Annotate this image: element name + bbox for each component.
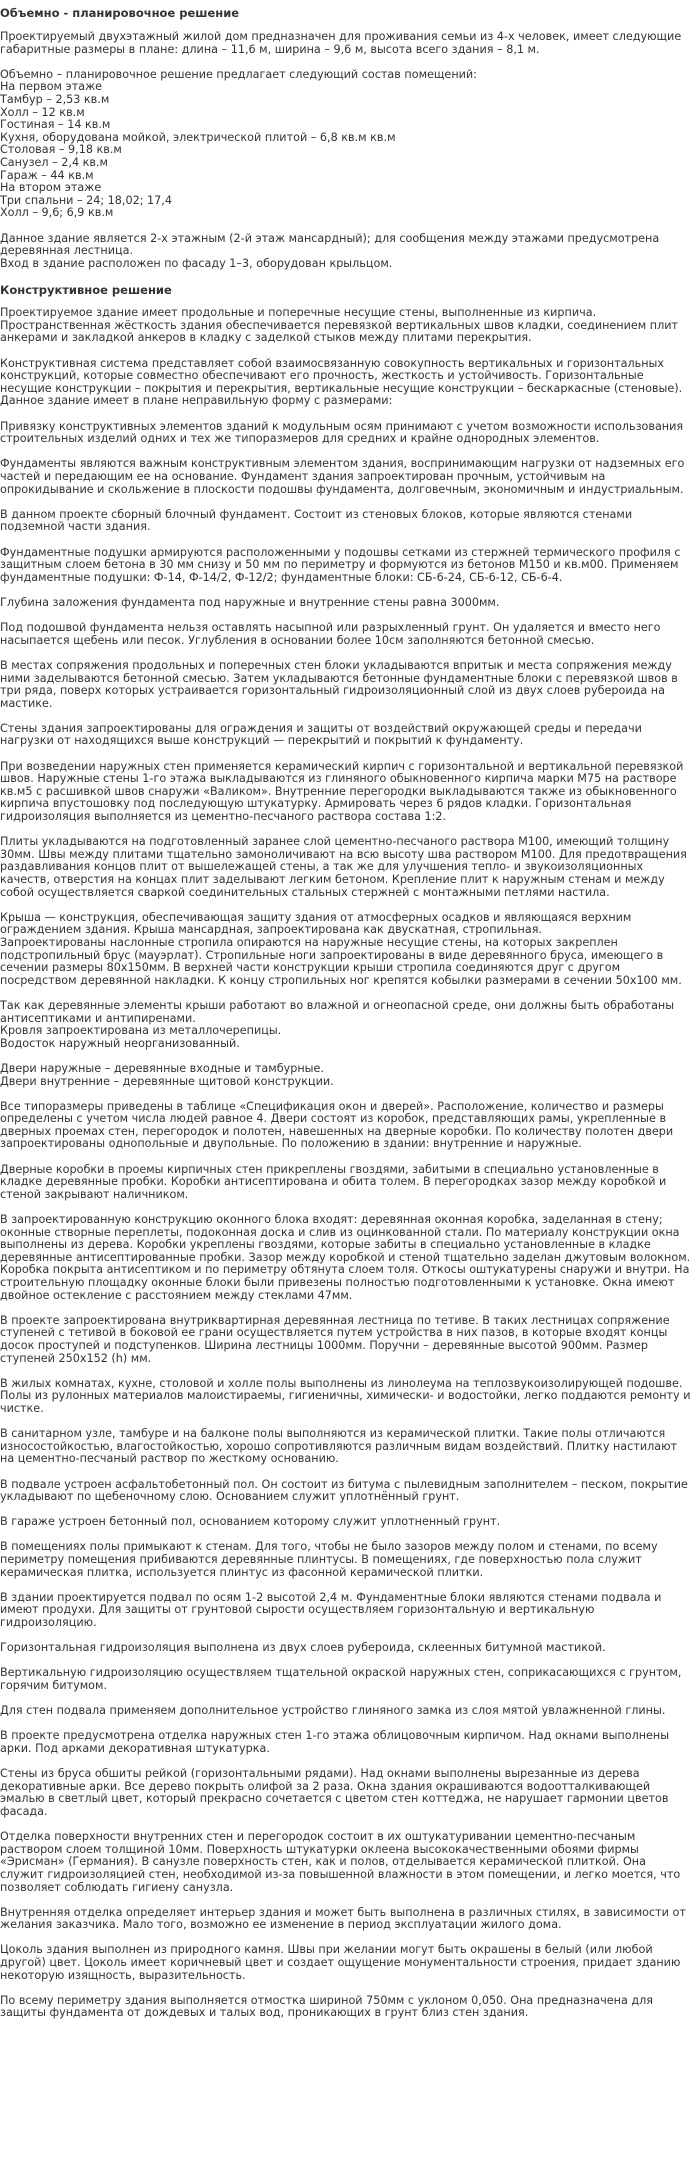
paragraph <box>0 1428 692 1466</box>
paragraph <box>0 660 692 710</box>
text-line: В помещениях полы примыкают к стенам. Для того, чтобы не было зазоров между полом и стенами, по всему периметру помещения прибиваются деревянные плинтусы. В помещениях, где поверхностью пола служит керамическая плитка, используется плинтус из фасонной керамической плитки. <box>0 1540 658 1579</box>
paragraph <box>0 509 692 534</box>
paragraph <box>0 1378 692 1416</box>
paragraph <box>0 1944 692 1982</box>
paragraph <box>0 458 692 496</box>
text-line: Гостиная – 14 кв.м <box>0 118 111 132</box>
paragraph <box>0 1642 692 1655</box>
paragraph <box>0 1101 692 1151</box>
paragraph <box>0 1000 692 1050</box>
paragraph <box>0 1592 692 1630</box>
text-line: Кухня, оборудована мойкой, электрической плитой – 6,8 кв.м кв.м <box>0 130 396 144</box>
text-line: Крыша — конструкция, обеспечивающая защиту здания от атмосферных осадков и являющаяся верхним ограждением здания. Крыша мансардная, запроектирована как двускатная, стропильная. <box>0 910 632 937</box>
paragraph <box>0 31 692 56</box>
paragraph <box>0 421 692 446</box>
paragraph <box>0 1164 692 1202</box>
text-line: Вертикальную гидроизоляцию осуществляем тщательной окраской наружных стен, соприкасающихся с грунтом, горячим битумом. <box>0 1666 682 1692</box>
paragraph <box>0 1730 692 1755</box>
text-line: Цоколь здания выполнен из природного камня. Швы при желании могут быть окрашены в белый (или любой другой) цвет. Цоколь имеет коричневый цвет и создает ощущение монументальности строения, придает зданию некоторую изящность, выразительность. <box>0 1943 681 1982</box>
paragraph <box>0 1995 692 2020</box>
section-title-planning: Объемно - планировочное решение <box>0 6 240 20</box>
text-line: Объемно – планировочное решение предлагает следующий состав помещений: <box>0 67 477 81</box>
text-line: В запроектированную конструкцию оконного блока входят: деревянная оконная коробка, заделанная в стену; оконные створные переплеты, подоконная доска и слив из оцинкованной стали. По материалу конструкции окна выполнены из дерева. Коробки укреплены гвоздями, которые забиты в специально установленные в кладке деревянные антисептированные пробки. Зазор между коробкой и стеной тщательно заделан джутовым волокном. Коробка покрыта антисептиком и по периметру обтянута слоем толя. Откосы оштукатурены снаружи и внутри. На строительную площадку оконные блоки были привезены полностью подготовленными к установке. Окна имеют двойное остекление с расстоянием между стеклами 47мм. <box>0 1213 691 1302</box>
text-line: Данное здание является 2-х этажным (2-й этаж мансардный); для сообщения между этажами предусмотрена деревянная лестница. <box>0 231 660 258</box>
text-line: Проектируемый двухэтажный жилой дом предназначен для проживания семьи из 4-х человек, имеет следующие габаритные размеры в плане: длина – 11,6 м, ширина – 9,6 м, высота всего здания – 8,1 м. <box>0 30 682 56</box>
text-line: Гараж – 44 кв.м <box>0 168 94 182</box>
text-line: Отделка поверхности внутренних стен и перегородок состоит в их оштукатуривании цементно-песчаным раствором слоем толщиной 10мм. Поверхность штукатурки оклеена высококачественными обоями фирмы «Эрисман» (Германия). В санузле поверхность стен, как и полов, отделывается керамической плиткой. Она служит гидроизоляцией стен, необходимой из-за повышенной влажности в этом помещении, и легко моется, что позволяет соблюдать гигиену санузла. <box>0 1830 681 1894</box>
text-line: В данном проекте сборный блочный фундамент. Состоит из стеновых блоков, которые являются стенами подземной части здания. <box>0 507 633 534</box>
text-line: В гараже устроен бетонный пол, основанием которому служит уплотненный грунт. <box>0 1515 501 1529</box>
text-line: Внутренняя отделка определяет интерьер здания и может быть выполнена в различных стилях, в зависимости от желания заказчика. Мало того, возможно ее изменение в период эксплуатации жилого дома. <box>0 1905 686 1932</box>
text-line: На первом этаже <box>0 80 103 94</box>
text-line: Водосток наружный неорганизованный. <box>0 1036 240 1050</box>
text-line: Санузел – 2,4 кв.м <box>0 155 108 169</box>
paragraph <box>0 761 692 824</box>
text-line: В здании проектируется подвал по осям 1-2 высотой 2,4 м. Фундаментные блоки являются стенами подвала и имеют продухи. Для защиты от грунтовой сырости осуществляем горизонтальную и вертикальную гидроизоляцию. <box>0 1590 662 1630</box>
text-line: В подвале устроен асфальтобетонный пол. Он состоит из битума с пылевидным заполнителем – песком, покрытие укладывают по щебеночному слою. Основанием служит уплотнённый грунт. <box>0 1477 688 1504</box>
text-line: Холл – 9,6; 6,9 кв.м <box>0 206 114 220</box>
paragraph <box>0 836 692 899</box>
paragraph <box>0 622 692 647</box>
text-line: Под подошвой фундамента нельзя оставлять насыпной или разрыхленный грунт. Он удаляется и вместо него насыпается щебень или песок. Углубления в основании более 10см заполняются бетонной смесью. <box>0 621 661 647</box>
text-line: Стены здания запроектированы для ограждения и защиты от воздействий окружающей среды и передачи нагрузки от находящихся выше конструкций — перекрытий и покрытий к фундаменту. <box>0 721 642 748</box>
paragraph <box>0 723 692 748</box>
text-line: Данное здание имеет в плане неправильную форму с размерами: <box>0 394 393 408</box>
text-line: Кровля запроектирована из металлочерепицы. <box>0 1024 282 1038</box>
text-line: В жилых комнатах, кухне, столовой и холле полы выполнены из линолеума на теплозвукоизолирующей подошве. Полы из рулонных материалов малоистираемы, гигиеничны, химически- и водостойки, легко поддаются ремонту и чистке. <box>0 1376 691 1415</box>
paragraph <box>0 597 692 610</box>
text-line: Все типоразмеры приведены в таблице «Спецификация окон и дверей». Расположение, количество и размеры определены с учетом числа людей равное 4. Двери состоят из коробок, представляющих рамы, укрепленные в дверных проемах стен, перегородок и полотен, навешенных на дверные коробки. По количеству полотен двери запроектированы однопольные и двупольные. По положению в здании: внутренние и наружные. <box>0 1099 674 1151</box>
text-line: В проекте запроектирована внутриквартирная деревянная лестница по тетиве. В таких лестницах сопряжение ступеней с тетивой в боковой ее грани осуществляется путем устройства в них пазов, в которые входят концы досок проступей и подступенков. Ширина лестницы 1000мм. Поручни – деревянные высотой 900мм. Размер ступеней 250х152 (h) мм. <box>0 1313 670 1365</box>
text-line: Стены из бруса обшиты рейкой (горизонтальными рядами). Над окнами выполнены вырезанные из дерева декоративные арки. Все дерево покрыть олифой за 2 раза. Окна здания окрашиваются водоотталкивающей эмалью в светлый цвет, который прекрасно сочетается с цветом стен коттеджа, не нарушает гармонии цветов фасада. <box>0 1767 669 1818</box>
text-line: Горизонтальная гидроизоляция выполнена из двух слоев рубероида, склеенных битумной мастикой. <box>0 1641 606 1655</box>
text-line: Вход в здание расположен по фасаду 1–3, оборудован крыльцом. <box>0 256 393 270</box>
text-line: Дверные коробки в проемы кирпичных стен прикреплены гвоздями, забитыми в специально установленные в кладке деревянные пробки. Коробки антисептирована и обита толем. В перегородках зазор между коробкой и стеной закрывают наличником. <box>0 1162 667 1201</box>
text-line: В местах сопряжения продольных и поперечных стен блоки укладываются впритык и места сопряжения между ними заделываются бетонной смесью. Затем укладываются бетонные фундаментные блоки с перевязкой швов в три ряда, поверх которых устраивается горизонтальный гидроизоляционный слой из двух слоев рубероида на мастике. <box>0 658 678 710</box>
paragraph <box>0 912 692 988</box>
text-line: На втором этаже <box>0 181 102 195</box>
paragraph <box>0 1063 692 1088</box>
paragraph <box>0 1768 692 1818</box>
text-line: Двери внутренние – деревянные щитовой конструкции. <box>0 1074 334 1088</box>
paragraph <box>0 1541 692 1579</box>
paragraph <box>0 1214 692 1302</box>
text-line: Столовая – 9,18 кв.м <box>0 143 122 157</box>
paragraph <box>0 1315 692 1365</box>
text-line: Плиты укладываются на подготовленный заранее слой цементно-песчаного раствора М100, имеющий толщину 30мм. Швы между плитами тщательно замоноличивают на всю высоту шва раствором М100. Для предотвращения раздавливания концов плит от вышележащей стены, а так же для улучшения тепло- и звукоизоляционных качеств, отверстия на концах плит заделывают легким бетоном. Крепление плит к наружным стенам и между собой осуществляется сваркой соединительных стальных стержней с монтажными петлями настила. <box>0 835 687 899</box>
paragraph <box>0 1479 692 1504</box>
text-line: Запроектированы наслонные стропила опираются на наружные несущие стены, на которых закреплен подстропильный брус (мауэрлат). Стропильные ноги запроектированы в виде деревянного бруса, имеющего в сечении размеры 80х150мм. В верхней части конструкции крыши стропила соединяются друг с другом посредством деревянной накладки. К концу стропильных ног крепятся кобылки размерами в сечении 50х100 мм. <box>0 935 682 987</box>
text-line: Холл – 12 кв.м <box>0 105 85 119</box>
paragraph <box>0 233 692 271</box>
paragraph <box>0 547 692 585</box>
paragraph <box>0 307 692 345</box>
text-line: Проектируемое здание имеет продольные и поперечные несущие стены, выполненные из кирпича. Пространственная жёсткость здания обеспечивается перевязкой вертикальных швов кладки, соединением плит анкерами и закладкой анкеров в кладку с заделкой стыков между плитами перекрытия. <box>0 306 679 345</box>
paragraph <box>0 1667 692 1692</box>
text-line: Конструктивная система представляет собой взаимосвязанную совокупность вертикальных и горизонтальных конструкций, которые совместно обеспечивают его прочность, жесткость и устойчивость. Горизонтальные несущие конструкции – покрытия и перекрытия, вертикальные несущие конструкции – бескаркасные (стеновые). <box>0 356 683 395</box>
paragraph <box>0 1516 692 1529</box>
section-title-construction: Конструктивное решение <box>0 283 172 298</box>
text-line: Три спальни – 24; 18,02; 17,4 <box>0 193 172 207</box>
text-line: В проекте предусмотрена отделка наружных стен 1-го этажа облицовочным кирпичом. Над окнами выполнены арки. Под арками декоративная штукатурка. <box>0 1729 670 1755</box>
text-line: Двери наружные – деревянные входные и тамбурные. <box>0 1061 324 1075</box>
text-line: Так как деревянные элементы крыши работают во влажной и огнеопасной среде, они должны быть обработаны антисептиками и антипиренами. <box>0 998 675 1025</box>
paragraph <box>0 1705 692 1718</box>
paragraph <box>0 358 692 408</box>
text-line: Фундаменты являются важным конструктивным элементом здания, воспринимающим нагрузки от надземных его частей и передающим ее на основание. Фундамент здания запроектирован прочным, устойчивым на опрокидывание и скольжение в плоскости подошвы фундамента, долговечным, экономичным и индустриальным. <box>0 457 685 496</box>
text-line: Фундаментные подушки армируются расположенными у подошвы сетками из стержней термического профиля с защитным слоем бетона в 30 мм снизу и 50 мм по периметру и формуются из бетонов М150 и кв.м00. Применяем фундаментные подушки: Ф-14, Ф-14/2, Ф-12/2; фундаментные блоки: СБ-6-24, СБ-6-12, СБ-6-4. <box>0 545 681 584</box>
text-line: Привязку конструктивных элементов зданий к модульным осям принимают с учетом возможности использования строительных изделий одних и тех же типоразмеров для средних и крайне однородных элементов. <box>0 419 684 446</box>
paragraph <box>0 1831 692 1894</box>
text-line: Для стен подвала применяем дополнительное устройство глиняного замка из слоя мятой увлажненной глины. <box>0 1704 666 1718</box>
paragraph <box>0 1907 692 1932</box>
text-line: Глубина заложения фундамента под наружные и внутренние стены равна 3000мм. <box>0 595 500 609</box>
paragraph <box>0 69 692 220</box>
text-line: По всему периметру здания выполняется отмостка шириной 750мм с уклоном 0,050. Она предназначена для защиты фундамента от дождевых и талых вод, проникающих в грунт близ стен здания. <box>0 1993 653 2020</box>
text-line: Тамбур – 2,53 кв.м <box>0 92 110 106</box>
text-line: В санитарном узле, тамбуре и на балконе полы выполняются из керамической плитки. Такие полы отличаются износостойкостью, влагостойкостью, хорошо сопротивляются различным видам воздействий. Плитку настилают на цементно-песчаный раствор по жесткому основанию. <box>0 1427 678 1466</box>
text-line: При возведении наружных стен применяется керамический кирпич с горизонтальной и вертикальной перевязкой швов. Наружные стены 1-го этажа выкладываются из глиняного обыкновенного кирпича марки М75 на растворе кв.м5 с расшивкой швов снаружи «Валиком». Внутренние перегородки выкладываются также из обыкновенного кирпича впустошовку под последующую штукатурку. Армировать через 6 рядов кладки. Горизонтальная гидроизоляция выполняется из цементно-песчаного раствора состава 1:2. <box>0 759 684 824</box>
